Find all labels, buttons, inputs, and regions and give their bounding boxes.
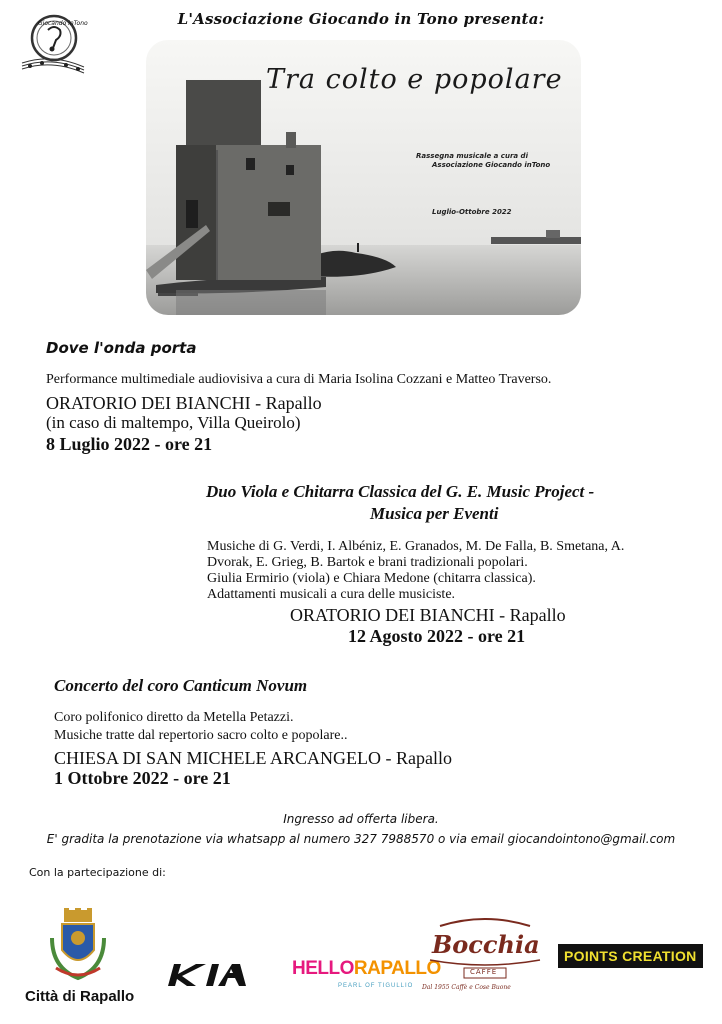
bocchia-caffe: CAFFÈ bbox=[470, 968, 498, 976]
event1-note: (in caso di maltempo, Villa Queirolo) bbox=[46, 413, 301, 432]
event1-date: 8 Luglio 2022 - ore 21 bbox=[46, 434, 213, 454]
event1-description: Performance multimediale audiovisiva a cura di Maria Isolina Cozzani e Matteo Traverso. bbox=[46, 372, 552, 387]
logo-text: Giocando inTono bbox=[38, 20, 88, 27]
rapallo-crest bbox=[48, 908, 108, 983]
points-creation-logo: POINTS CREATION bbox=[558, 944, 703, 968]
event3-title: Concerto del coro Canticum Novum bbox=[54, 676, 308, 695]
event3-desc-line1: Coro polifonico diretto da Metella Petazzi. bbox=[54, 710, 294, 725]
hello-tagline: PEARL OF TIGULLIO bbox=[338, 983, 414, 989]
event2-desc-line2: Dvorak, E. Grieg, B. Bartok e brani tradizionali popolari. bbox=[207, 555, 528, 570]
event2-date: 12 Agosto 2022 - ore 21 bbox=[348, 626, 526, 646]
bocchia-name: Bocchia bbox=[432, 930, 540, 959]
partners-label: Con la partecipazione di: bbox=[29, 866, 166, 879]
rapallo-crest-icon bbox=[48, 908, 108, 983]
event1-title: Dove l'onda porta bbox=[46, 339, 197, 357]
hero-image bbox=[146, 40, 581, 315]
event2-desc-line3: Giulia Ermirio (viola) e Chiara Medone (chitarra classica). bbox=[207, 571, 536, 586]
event3-desc-line2: Musiche tratte dal repertorio sacro colto e popolare.. bbox=[54, 728, 348, 743]
hero-subtitle bbox=[416, 152, 576, 170]
event3-venue: CHIESA DI SAN MICHELE ARCANGELO - Rapallo bbox=[54, 748, 452, 768]
hello-rapallo-logo bbox=[292, 958, 441, 980]
rapallo-label: Città di Rapallo bbox=[25, 988, 135, 1005]
hero-title: Tra colto e popolare bbox=[266, 64, 563, 95]
event2-desc-line4: Adattamenti musicali a cura delle musiciste. bbox=[207, 587, 456, 602]
hero-subtitle-line2: Associazione Giocando inTono bbox=[432, 161, 551, 169]
event1-venue: ORATORIO DEI BIANCHI - Rapallo bbox=[46, 393, 322, 413]
event2-title-line2: Musica per Eventi bbox=[370, 504, 499, 523]
hello-text: HELLO bbox=[292, 958, 354, 979]
event2-venue: ORATORIO DEI BIANCHI - Rapallo bbox=[290, 605, 566, 625]
entry-note: Ingresso ad offerta libera. bbox=[283, 812, 439, 826]
event2-title-line1: Duo Viola e Chitarra Classica del G. E. Music Project - bbox=[206, 482, 595, 501]
event2-desc-line1: Musiche di G. Verdi, I. Albéniz, E. Granados, M. De Falla, B. Smetana, A. bbox=[207, 539, 625, 554]
event3-date: 1 Ottobre 2022 - ore 21 bbox=[54, 768, 231, 788]
bocchia-tagline: Dal 1955 Caffè e Cose Buone bbox=[422, 984, 511, 991]
kia-logo bbox=[166, 960, 266, 990]
kia-logo-icon bbox=[166, 960, 266, 990]
hero-subtitle-line1: Rassegna musicale a cura di bbox=[416, 152, 528, 160]
presenter-heading: L'Associazione Giocando in Tono presenta: bbox=[177, 10, 545, 28]
hero-dates: Luglio-Ottobre 2022 bbox=[432, 208, 512, 216]
bocchia-logo bbox=[420, 918, 550, 998]
rapallo-text: RAPALLO bbox=[353, 958, 441, 979]
booking-note: E' gradita la prenotazione via whatsapp al numero 327 7988570 o via email giocandointono@gmail.com bbox=[46, 832, 676, 846]
